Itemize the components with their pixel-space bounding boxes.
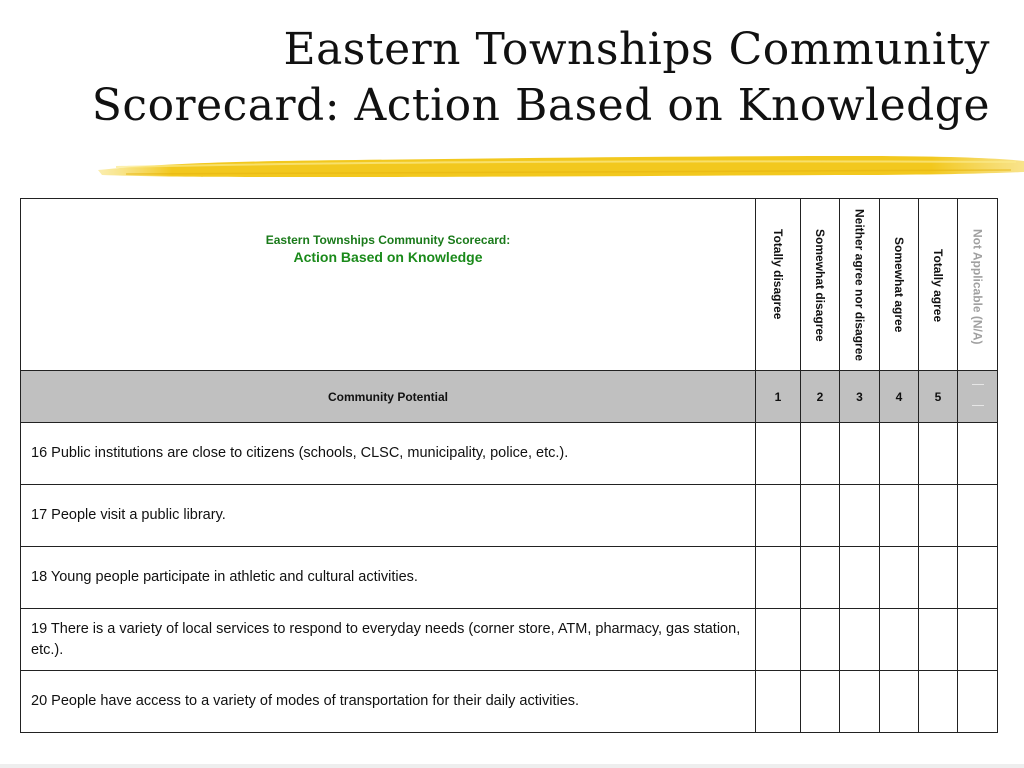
rating-cell-5[interactable] — [919, 485, 958, 547]
table-row — [21, 485, 998, 547]
slide-title — [30, 22, 990, 134]
rating-cell-1[interactable] — [756, 423, 801, 485]
table-row — [21, 609, 998, 671]
rating-cell-1[interactable] — [756, 547, 801, 609]
scorecard-table — [20, 198, 998, 733]
rating-cell-na[interactable] — [958, 609, 998, 671]
column-header-somewhat-agree — [880, 199, 919, 371]
scorecard-heading — [21, 199, 756, 371]
rating-cell-5[interactable] — [919, 609, 958, 671]
rating-cell-3[interactable] — [840, 609, 880, 671]
scale-value: 3 — [840, 371, 880, 423]
rating-cell-na[interactable] — [958, 547, 998, 609]
column-header-somewhat-disagree — [801, 199, 840, 371]
column-header-label: Neither agree nor disagree — [852, 209, 867, 362]
header-row — [21, 199, 998, 371]
scale-row — [21, 371, 998, 423]
rating-cell-2[interactable] — [801, 671, 840, 733]
table-row — [21, 671, 998, 733]
question-text: 17 People visit a public library. — [21, 485, 756, 547]
rating-cell-1[interactable] — [756, 671, 801, 733]
column-header-totally-agree — [919, 199, 958, 371]
column-header-label: Somewhat disagree — [813, 229, 827, 342]
rating-cell-4[interactable] — [880, 485, 919, 547]
rating-cell-2[interactable] — [801, 423, 840, 485]
rating-cell-2[interactable] — [801, 485, 840, 547]
column-header-not-applicable — [958, 199, 998, 371]
rating-cell-5[interactable] — [919, 423, 958, 485]
footer-divider — [0, 764, 1024, 768]
rating-cell-5[interactable] — [919, 547, 958, 609]
rating-cell-4[interactable] — [880, 609, 919, 671]
column-header-label: Totally agree — [931, 249, 945, 323]
column-header-totally-disagree — [756, 199, 801, 371]
scale-value: 4 — [880, 371, 919, 423]
table-row — [21, 547, 998, 609]
highlighter-stroke — [96, 150, 1024, 184]
rating-cell-na[interactable] — [958, 423, 998, 485]
scale-value: 5 — [919, 371, 958, 423]
scale-value: 2 — [801, 371, 840, 423]
rating-cell-3[interactable] — [840, 485, 880, 547]
rating-cell-3[interactable] — [840, 547, 880, 609]
rating-cell-4[interactable] — [880, 671, 919, 733]
rating-cell-4[interactable] — [880, 423, 919, 485]
rating-cell-na[interactable] — [958, 485, 998, 547]
rating-cell-1[interactable] — [756, 609, 801, 671]
scale-value: 1 — [756, 371, 801, 423]
scorecard-heading-line2: Action Based on Knowledge — [293, 248, 483, 265]
table-row — [21, 423, 998, 485]
column-header-label: Somewhat agree — [892, 237, 906, 333]
slide-title-line2: Scorecard: Action Based on Knowledge — [91, 80, 990, 131]
question-text: 20 People have access to a variety of modes of transportation for their daily activities. — [21, 671, 756, 733]
rating-cell-5[interactable] — [919, 671, 958, 733]
rating-cell-1[interactable] — [756, 485, 801, 547]
slide-title-line1: Eastern Townships Community — [283, 24, 990, 75]
column-header-label: Not Applicable (N/A) — [970, 229, 985, 345]
scorecard-heading-line1: Eastern Townships Community Scorecard: — [265, 232, 511, 247]
scale-value-na — [958, 371, 998, 423]
section-label: Community Potential — [21, 371, 756, 423]
column-header-neither — [840, 199, 880, 371]
rating-cell-4[interactable] — [880, 547, 919, 609]
rating-cell-3[interactable] — [840, 671, 880, 733]
question-text: 18 Young people participate in athletic and cultural activities. — [21, 547, 756, 609]
rating-cell-2[interactable] — [801, 547, 840, 609]
rating-cell-2[interactable] — [801, 609, 840, 671]
question-text: 16 Public institutions are close to citizens (schools, CLSC, municipality, police, etc.). — [21, 423, 756, 485]
question-text: 19 There is a variety of local services to respond to everyday needs (corner store, ATM, pharmacy, gas station, etc.). — [21, 609, 756, 671]
rating-cell-na[interactable] — [958, 671, 998, 733]
column-header-label: Totally disagree — [771, 229, 785, 320]
rating-cell-3[interactable] — [840, 423, 880, 485]
na-mark — [972, 384, 984, 406]
